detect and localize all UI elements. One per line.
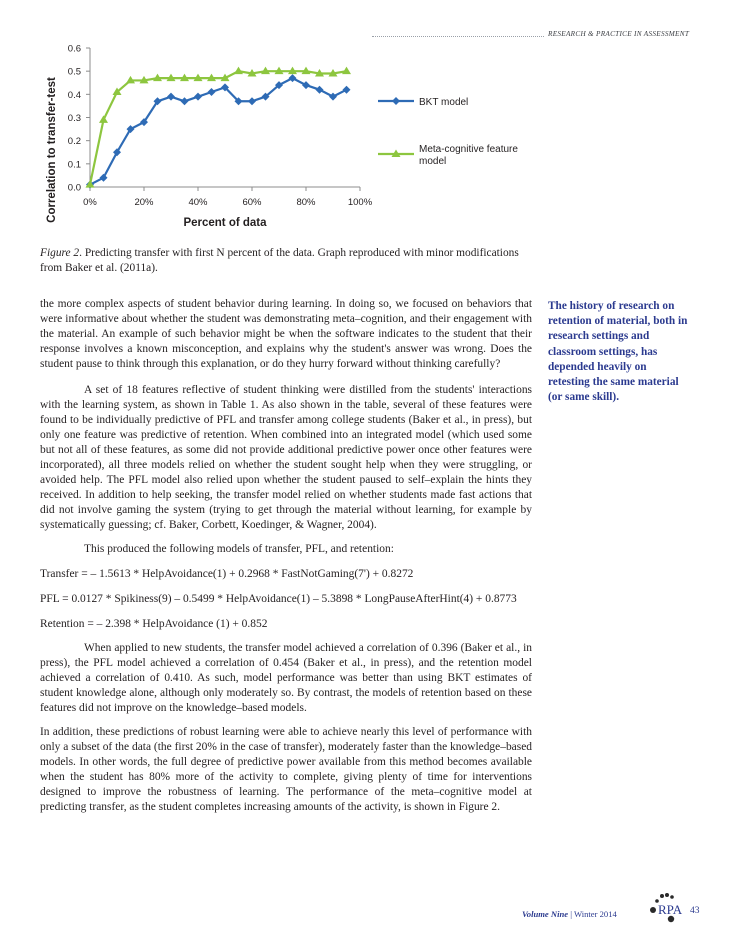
x-tick-label: 40% bbox=[188, 197, 208, 208]
data-point bbox=[316, 86, 324, 94]
y-tick-label: 0.4 bbox=[67, 89, 81, 101]
legend-bkt-label: BKT model bbox=[419, 97, 469, 108]
data-point bbox=[100, 174, 108, 182]
equation-pfl: PFL = 0.0127 * Spikiness(9) – 0.5499 * HelpAvoidance(1) – 5.3898 * LongPauseAfterHint(4) + 0.8773 bbox=[40, 593, 517, 605]
data-point bbox=[248, 97, 256, 105]
data-point bbox=[342, 67, 351, 75]
x-tick-label: 80% bbox=[296, 197, 316, 208]
series-line bbox=[90, 78, 347, 185]
x-tick-label: 20% bbox=[134, 197, 154, 208]
series-bkt bbox=[86, 74, 351, 189]
chart-axes bbox=[86, 48, 360, 191]
chart-series bbox=[86, 67, 352, 189]
y-tick-label: 0.1 bbox=[67, 159, 81, 171]
footer bbox=[522, 909, 617, 919]
y-tick-label: 0.3 bbox=[67, 113, 81, 124]
paragraph: the more complex aspects of student behavior during learning. In doing so, we focused on behaviors that were informative about whether the student was demonstrating meta–cognition, and their engagement with the material. An example of such behavior might be when the software indicates to the student that their response involves a known misconception, and explains why the student's answer was wrong. Does the student pause to think through this explanation, or do they hurry forward without thinking carefully? bbox=[40, 298, 532, 370]
pull-quote: The history of research on retention of material, both in research settings and classroom settings, has depended heavily on retesting the same material (or same skill). bbox=[548, 300, 688, 404]
figure-caption-text: . Predicting transfer with first N percent of the data. Graph reproduced with minor modifications from Baker et al. (2011a). bbox=[40, 247, 519, 274]
page-number: 43 bbox=[690, 906, 700, 916]
data-point bbox=[181, 97, 189, 105]
x-tick-labels bbox=[83, 197, 373, 208]
paragraph: When applied to new students, the transfer model achieved a correlation of 0.396 (Baker et al., in press), the PFL model achieved a correlation of 0.454 (Baker et al., in press), and the retention model achieved a correlation of 0.410. As such, model performance was better than using BKT estimates of student knowledge alone, although only moderately so. By contrast, the models of retention based on these features did not improve on the knowledge–based models. bbox=[40, 642, 532, 714]
y-axis-label: Correlation to transfer-test bbox=[46, 77, 58, 223]
article-body bbox=[40, 297, 532, 815]
equation-transfer: Transfer = – 1.5613 * HelpAvoidance(1) + 0.2968 * FastNotGaming(7') + 0.8272 bbox=[40, 568, 414, 580]
x-tick-label: 60% bbox=[242, 197, 262, 208]
data-point bbox=[343, 86, 351, 94]
data-point bbox=[289, 74, 297, 82]
rpa-logo bbox=[644, 892, 688, 926]
data-point bbox=[208, 88, 216, 96]
paragraph: In addition, these predictions of robust learning were able to achieve nearly this level of performance with only a subset of the data (the first 20% in the case of transfer), moderately faster than the knowledge–based models. In other words, the full degree of predictive power available from this method becomes available when the student has 80% more of the activity to complete, giving plenty of time for interventions designed to improve the robustness of learning. The performance of the meta–cognitive model at predicting transfer, as the student completes increasing amounts of the activity, is shown in Figure 2. bbox=[40, 726, 532, 813]
y-tick-label: 0.0 bbox=[67, 182, 81, 194]
logo-text: RPA bbox=[658, 902, 683, 917]
equation-retention: Retention = – 2.398 * HelpAvoidance (1) + 0.852 bbox=[40, 618, 268, 630]
x-tick-label: 100% bbox=[347, 197, 373, 208]
y-tick-label: 0.5 bbox=[67, 66, 81, 78]
series-meta-cognitive bbox=[86, 67, 352, 188]
footer-issue: | Winter 2014 bbox=[568, 909, 617, 919]
legend-meta-label-line1: Meta-cognitive feature bbox=[419, 144, 518, 155]
chart-legend bbox=[378, 97, 518, 167]
footer-volume: Volume Nine bbox=[522, 909, 569, 919]
data-point bbox=[234, 67, 243, 75]
running-header: RESEARCH & PRACTICE IN ASSESSMENT bbox=[548, 30, 690, 38]
y-tick-label: 0.2 bbox=[67, 136, 81, 148]
data-point bbox=[167, 93, 175, 101]
x-axis-label: Percent of data bbox=[183, 217, 267, 229]
transfer-correlation-chart bbox=[40, 34, 540, 234]
paragraph: A set of 18 features reflective of student thinking were distilled from the students' interactions with the learning system, as shown in Table 1. As also shown in the table, several of these features were found to be individually predictive of PFL and transfer among college students (Baker et al., in press), but only one feature was predictive of retention. When combined into an integrated model (which used some but not all of these features, as some did not provide additional predictive power once other features were incorporated), all three models relied on whether the student sought help when they were struggling, or avoided help. The PFL model also relied upon whether the student paused to self–explain the hints they received. In addition to help seeking, the transfer model relied on whether students made fast actions that did not involve gaming the system (trying to get through the material without learning, for example by systematically guessing; cf. Baker, Corbett, Koedinger, & Wagner, 2004). bbox=[40, 384, 532, 531]
legend-bkt-marker bbox=[392, 97, 400, 105]
data-point bbox=[99, 115, 108, 123]
paragraph: This produced the following models of transfer, PFL, and retention: bbox=[84, 543, 394, 555]
x-tick-label: 0% bbox=[83, 197, 97, 208]
y-tick-label: 0.6 bbox=[67, 43, 81, 55]
legend-meta-label-line2: model bbox=[419, 156, 447, 167]
data-point bbox=[329, 93, 337, 101]
y-tick-labels bbox=[68, 44, 81, 194]
data-point bbox=[302, 81, 310, 89]
figure-label: Figure 2 bbox=[40, 247, 80, 259]
data-point bbox=[194, 93, 202, 101]
figure-caption bbox=[40, 246, 540, 276]
